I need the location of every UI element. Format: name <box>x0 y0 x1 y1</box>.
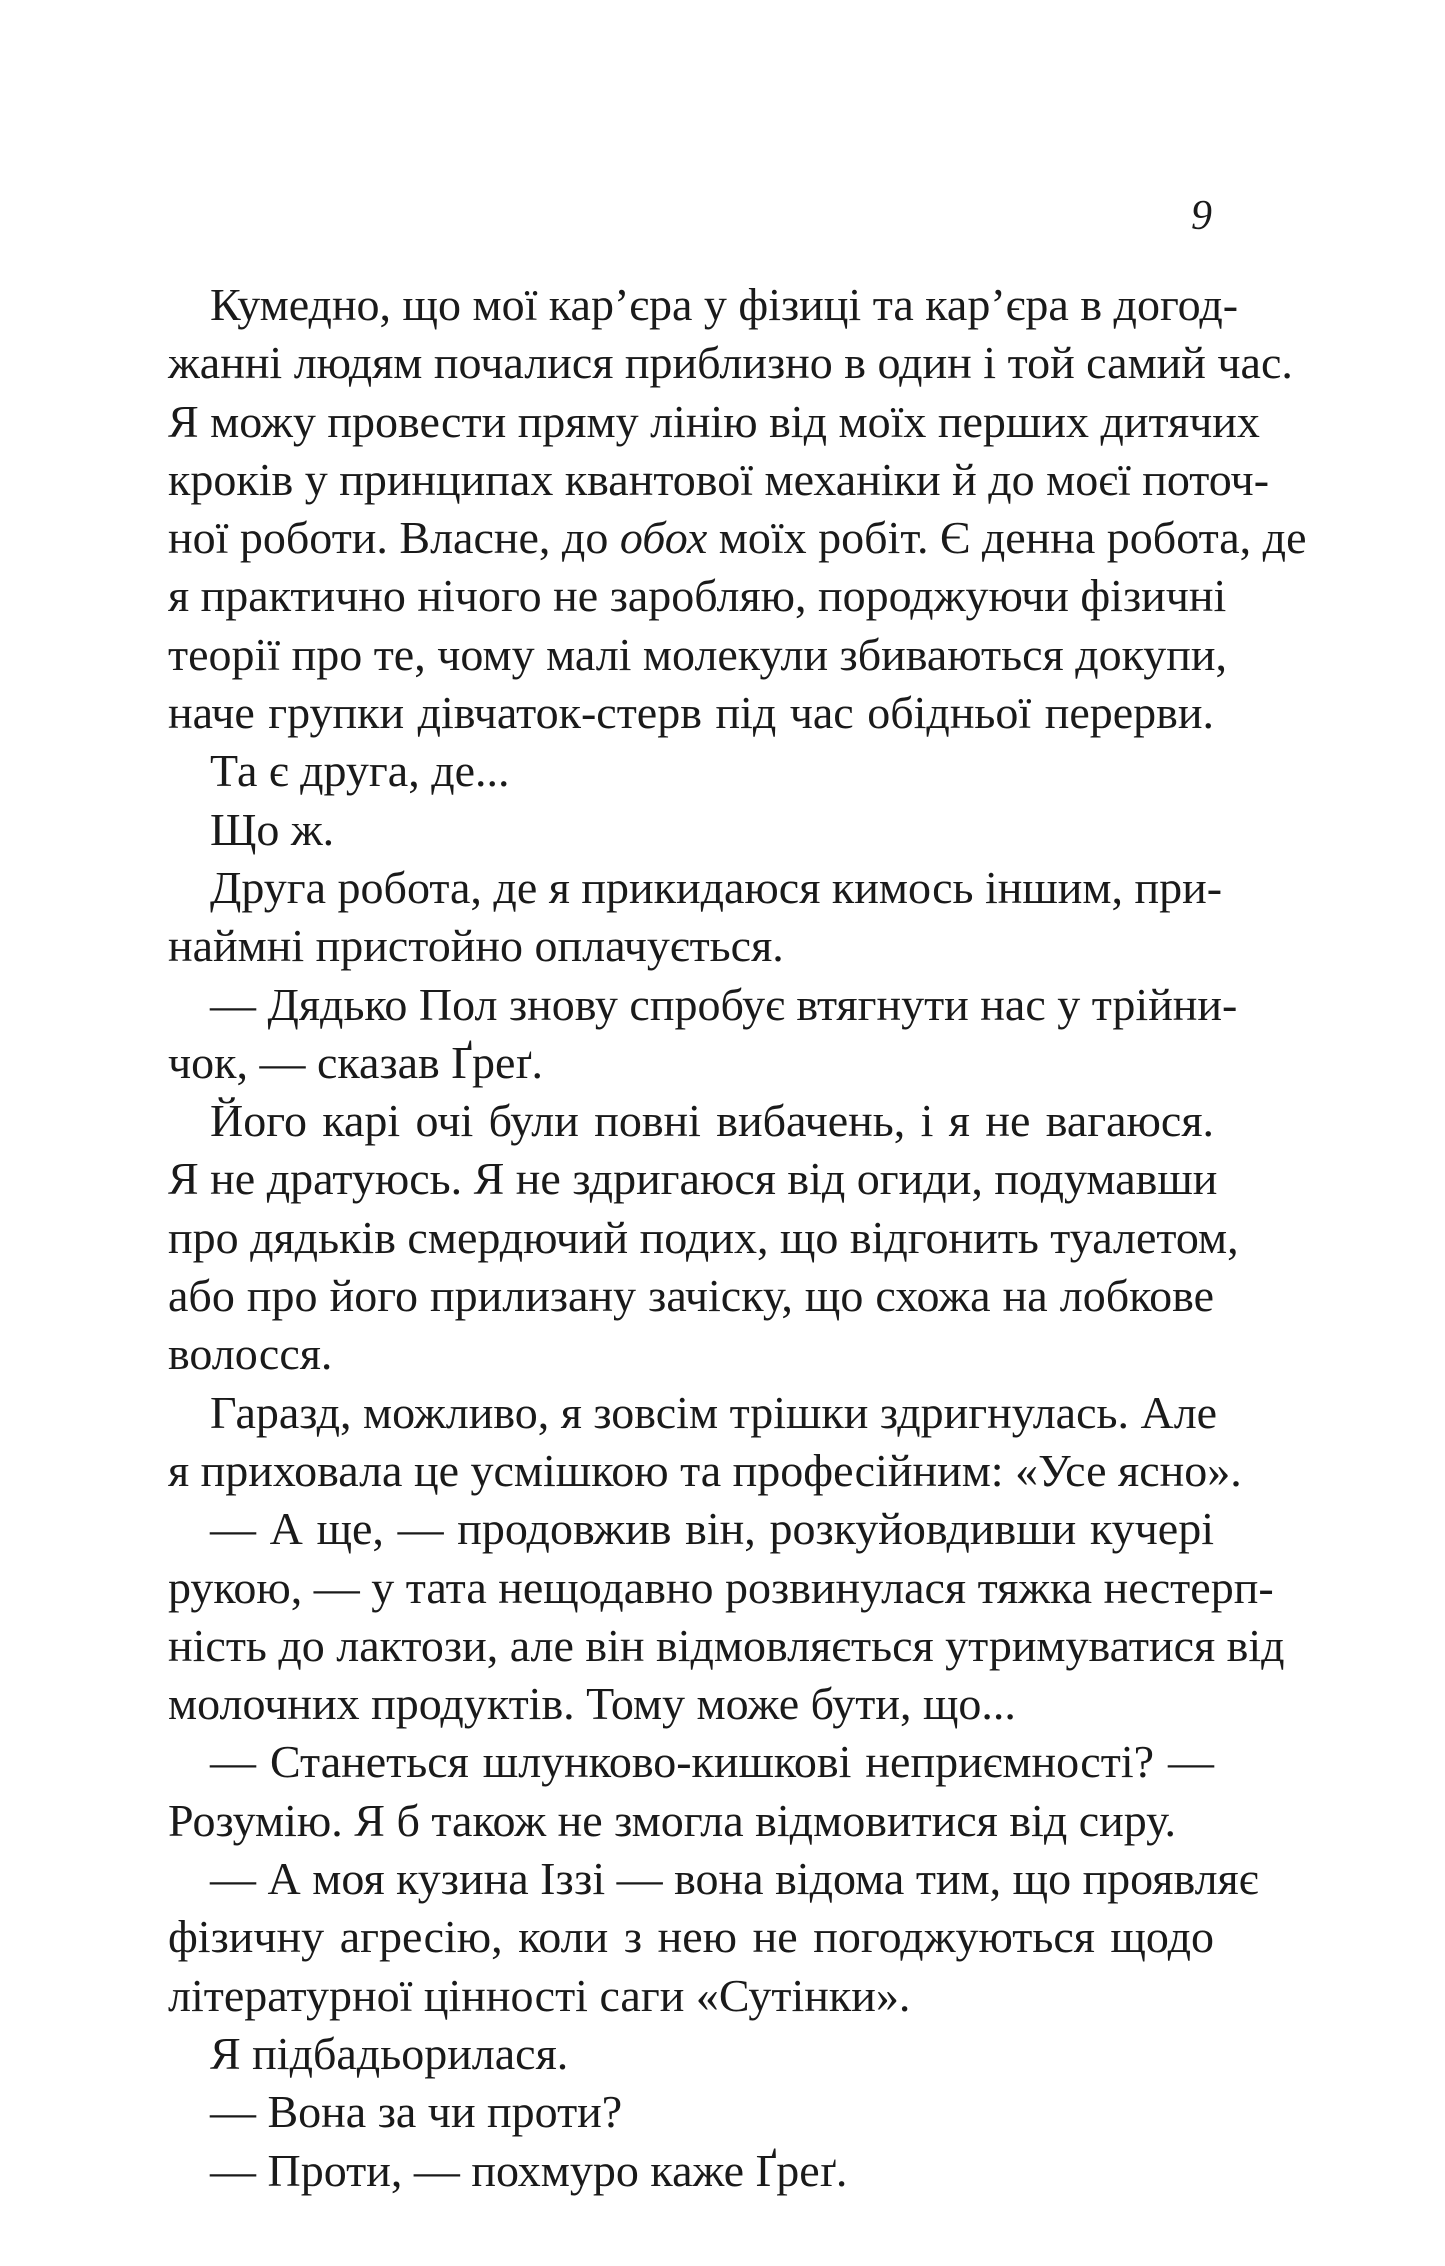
text-line <box>168 742 1214 800</box>
text-line <box>168 2083 1214 2141</box>
text-line <box>168 1442 1242 1500</box>
text-segment: — Станеться шлунково-кишкові неприємності? — <box>210 1736 1214 1788</box>
text-segment: — А моя кузина Іззі — вона відома тим, що проявляє <box>210 1853 1259 1905</box>
text-segment: Кумедно, що мої кар’єра у фізиці та кар’єра в догод- <box>210 279 1239 330</box>
text-segment: Я не дратуюсь. Я не здригаюся від огиди, подумавши <box>168 1153 1218 1205</box>
text-segment: — Дядько Пол знову спробує втягнути нас у трійни- <box>210 978 1238 1030</box>
text-segment: жанні людям почалися приблизно в один і той самий час. <box>168 337 1293 389</box>
text-line <box>168 1267 1214 1325</box>
text-segment: Його карі очі були повні вибачень, і я не вагаюся. <box>210 1095 1214 1147</box>
body-text <box>168 276 1307 2200</box>
text-line <box>168 509 1307 567</box>
text-line <box>168 626 1228 684</box>
text-line <box>168 917 1214 975</box>
text-segment: я приховала це усмішкою та професійним: «Усе ясно». <box>168 1444 1242 1496</box>
text-segment: молочних продуктів. Тому може бути, що... <box>168 1678 1016 1730</box>
text-line <box>168 393 1260 451</box>
text-segment: чок, — сказав Ґреґ. <box>168 1036 544 1088</box>
text-line <box>168 1092 1214 1150</box>
text-line <box>168 1384 1218 1442</box>
text-segment: ної роботи. Власне, до <box>168 512 620 564</box>
text-line <box>168 334 1293 392</box>
text-segment: теорії про те, чому малі молекули збиваються докупи, <box>168 628 1228 680</box>
text-line <box>168 276 1239 334</box>
text-line <box>168 1617 1285 1675</box>
page-number: 9 <box>1191 193 1212 239</box>
text-segment: — Вона за чи проти? <box>210 2086 623 2138</box>
text-line <box>168 1034 1214 1092</box>
text-line <box>168 1733 1214 1791</box>
text-segment: наймні пристойно оплачується. <box>168 920 784 972</box>
text-line <box>168 684 1214 742</box>
text-segment: кроків у принципах квантової механіки й до моєї поточ- <box>168 453 1270 505</box>
text-segment: Та є друга, де... <box>210 745 510 797</box>
text-segment: рукою, — у тата нещодавно розвинулася тяжка нестерп- <box>168 1561 1274 1613</box>
text-segment: або про його прилизану зачіску, що схожа на лобкове <box>168 1270 1214 1322</box>
text-segment: я практично нічого не заробляю, породжуючи фізичні <box>168 570 1227 622</box>
text-line <box>168 976 1238 1034</box>
text-segment: наче групки дівчаток-стерв під час обідньої перерви. <box>168 687 1214 739</box>
text-segment: Гаразд, можливо, я зовсім трішки здригнулась. Але <box>210 1386 1218 1438</box>
text-segment: Розумію. Я б також не змогла відмовитися від сиру. <box>168 1794 1177 1846</box>
text-line <box>168 2142 1214 2200</box>
text-line <box>168 1209 1239 1267</box>
text-segment: волосся. <box>168 1328 333 1380</box>
text-segment: про дядьків смердючий подих, що відгонить туалетом, <box>168 1211 1239 1263</box>
text-line <box>168 567 1227 625</box>
text-segment: Що ж. <box>210 803 335 855</box>
text-segment: ність до лактози, але він відмовляється утримуватися від <box>168 1619 1285 1671</box>
text-line <box>168 1559 1274 1617</box>
text-line <box>168 1908 1214 1966</box>
text-segment: моїх робіт. Є денна робота, де <box>707 512 1307 564</box>
text-line <box>168 1675 1214 1733</box>
text-segment: фізичну агресію, коли з нею не погоджуються щодо <box>168 1911 1214 1963</box>
italic-text: обох <box>619 512 708 564</box>
text-segment: — Проти, — похмуро каже Ґреґ. <box>210 2144 848 2196</box>
text-line <box>168 1500 1214 1558</box>
text-line <box>168 1850 1259 1908</box>
text-segment: Я підбадьорилася. <box>210 2027 569 2079</box>
text-segment: Я можу провести пряму лінію від моїх перших дитячих <box>168 395 1260 447</box>
text-line <box>168 1325 1214 1383</box>
text-line <box>168 2025 1214 2083</box>
text-line <box>168 801 1214 859</box>
text-line <box>168 451 1270 509</box>
text-segment: Друга робота, де я прикидаюся кимось іншим, при- <box>210 861 1223 913</box>
text-line <box>168 1792 1214 1850</box>
text-line <box>168 859 1223 917</box>
text-line <box>168 1967 1214 2025</box>
text-segment: літературної цінності саги «Сутінки». <box>168 1969 911 2021</box>
text-line <box>168 1150 1218 1208</box>
text-segment: — А ще, — продовжив він, розкуйовдивши кучері <box>210 1503 1214 1555</box>
